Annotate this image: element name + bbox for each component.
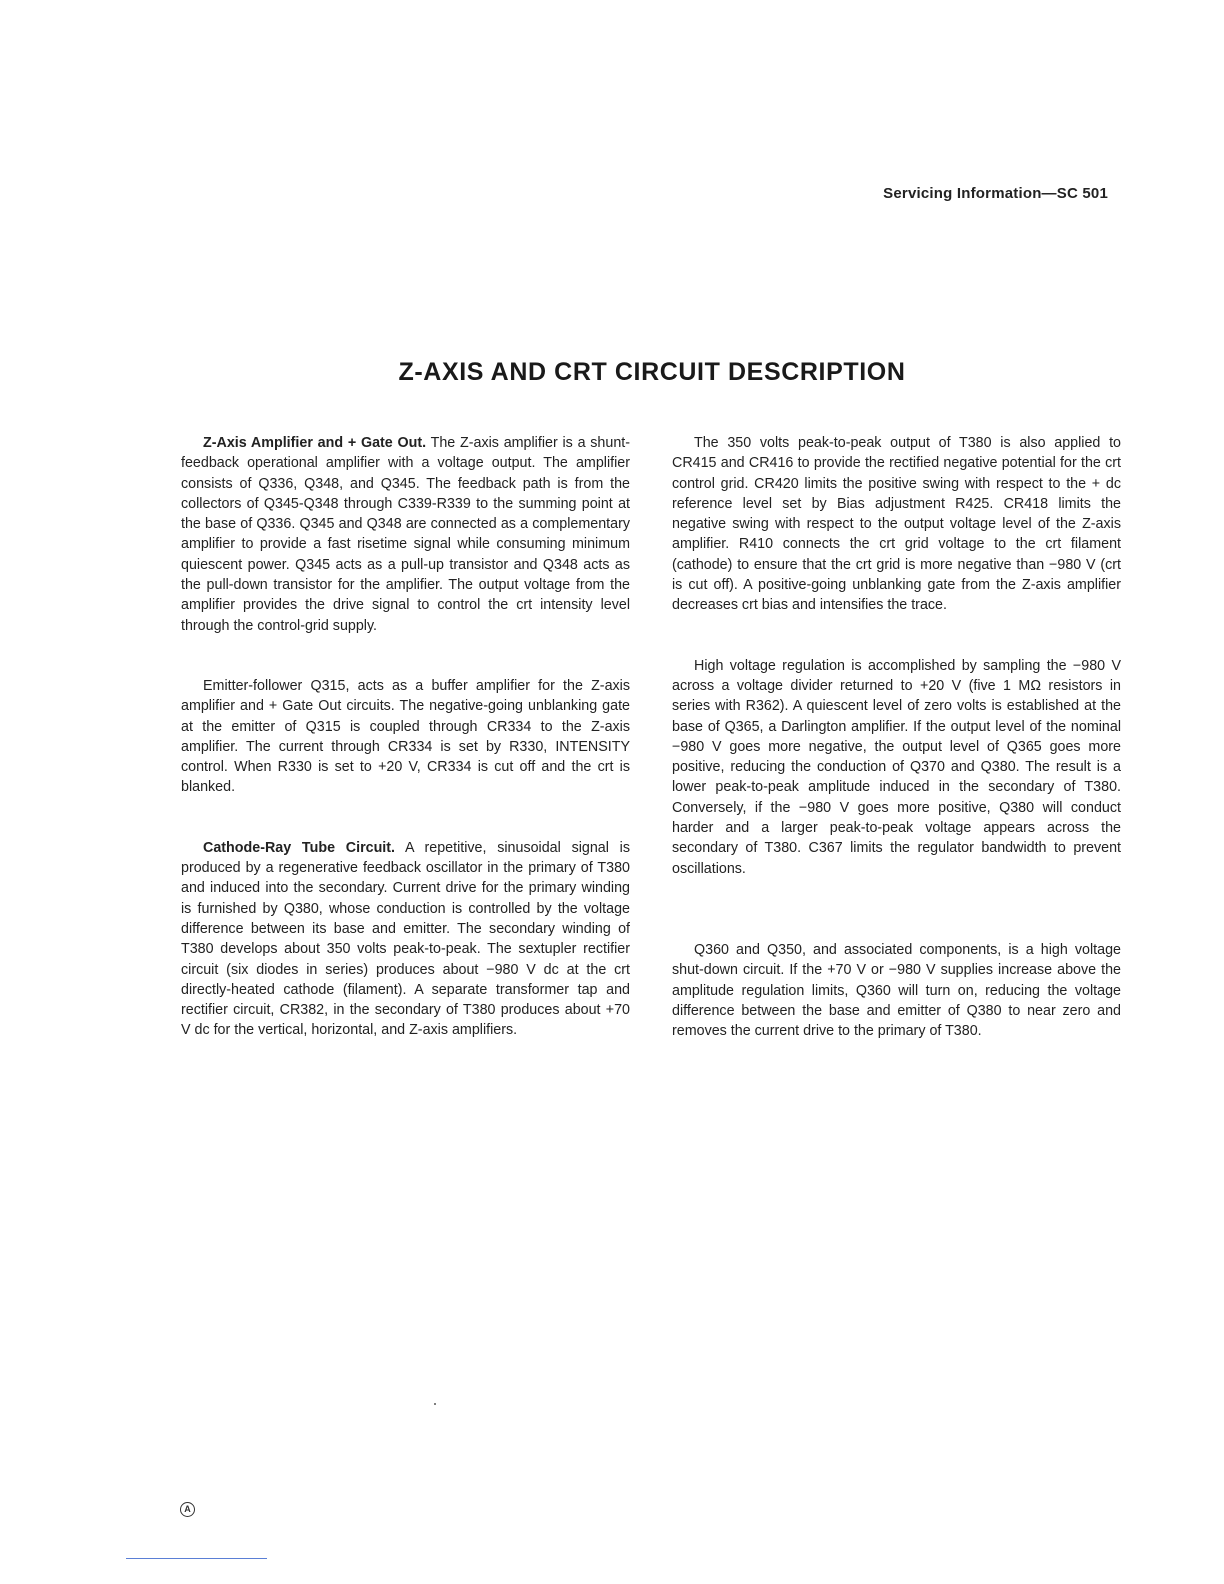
running-head: Servicing Information—SC 501	[883, 185, 1108, 202]
paragraph-lead: Z-Axis Amplifier and + Gate Out.	[203, 435, 427, 451]
paragraph-hv-regulation	[672, 656, 1121, 879]
paragraph-control-grid	[672, 433, 1121, 616]
right-column	[672, 433, 1121, 1041]
paragraph-text: The 350 volts peak-to-peak output of T380 is also applied to CR415 and CR416 to provide the rectified negative potential for the crt control grid. CR420 limits the positive swing with respect to the + dc reference level set by Bias adjustment R425. CR418 limits the negative swing with respect to the output voltage level of the Z-axis amplifier. R410 connects the crt grid voltage to the crt filament (cathode) to ensure that the crt grid is more negative than −980 V (crt is cut off). A positive-going unblanking gate from the Z-axis amplifier decreases crt bias and intensifies the trace.	[672, 435, 1121, 614]
paragraph-text: The Z-axis amplifier is a shunt-feedback operational amplifier with a voltage output. The amplifier consists of Q336, Q348, and Q345. The feedback path is from the collectors of Q345-Q348 through C339-R339 to the summing point at the base of Q336. Q345 and Q348 are connected as a complementary amplifier to provide a fast risetime signal while consuming minimum quiescent power. Q345 acts as a pull-up transistor and Q348 acts as the pull-down transistor for the amplifier. The output voltage from the amplifier provides the drive signal to control the crt intensity level through the control-grid supply.	[181, 435, 631, 634]
footer-rule	[126, 1558, 267, 1559]
revision-mark-icon: A	[180, 1502, 195, 1517]
paragraph-crt-circuit	[181, 838, 630, 1041]
left-column	[181, 433, 630, 1041]
paragraph-text: Emitter-follower Q315, acts as a buffer amplifier for the Z-axis amplifier and + Gate Out circuits. The negative-going unblanking gate at the emitter of Q315 is coupled through CR334 to the Z-axis amplifier. The current through CR334 is set by R330, INTENSITY control. When R330 is set to +20 V, CR334 is cut off and the crt is blanked.	[181, 677, 630, 796]
paragraph-z-axis-amplifier	[181, 433, 630, 636]
paragraph-text: A repetitive, sinusoidal signal is produced by a regenerative feedback oscillator in the primary of T380 and induced into the secondary. Current drive for the primary winding is furnished by Q380, whose conduction is controlled by the voltage difference between its base and emitter. The secondary winding of T380 develops about 350 volts peak-to-peak. The sextupler rectifier circuit (six diodes in series) produces about −980 V dc at the crt directly-heated cathode (filament). A separate transformer tap and rectifier circuit, CR382, in the secondary of T380 produces about +70 V dc for the vertical, horizontal, and Z-axis amplifiers.	[181, 839, 630, 1039]
paragraph-text: High voltage regulation is accomplished by sampling the −980 V across a voltage divider returned to +20 V (five 1 MΩ resistors in series with R362). A quiescent level of zero volts is established at the base of Q365, a Darlington amplifier. If the output level of the nominal −980 V goes more negative, the output level of Q365 goes more positive, reducing the conduction of Q370 and Q380. The result is a lower peak-to-peak amplitude induced in the secondary of T380. Conversely, if the −980 V goes more positive, Q380 will conduct harder and a larger peak-to-peak voltage appears across the secondary of T380. C367 limits the regulator bandwidth to prevent oscillations.	[672, 657, 1121, 877]
paragraph-lead: Cathode-Ray Tube Circuit.	[203, 839, 396, 856]
paragraph-hv-shutdown	[672, 940, 1121, 1041]
page-title: Z-AXIS AND CRT CIRCUIT DESCRIPTION	[398, 358, 906, 386]
stray-dot	[434, 1403, 436, 1405]
paragraph-text: Q360 and Q350, and associated components, is a high voltage shut-down circuit. If the +70 V or −980 V supplies increase above the amplitude regulation limits, Q360 will turn on, reducing the voltage difference between the base and emitter of Q380 to near zero and removes the current drive to the primary of T380.	[672, 941, 1121, 1040]
paragraph-emitter-follower	[181, 676, 630, 798]
